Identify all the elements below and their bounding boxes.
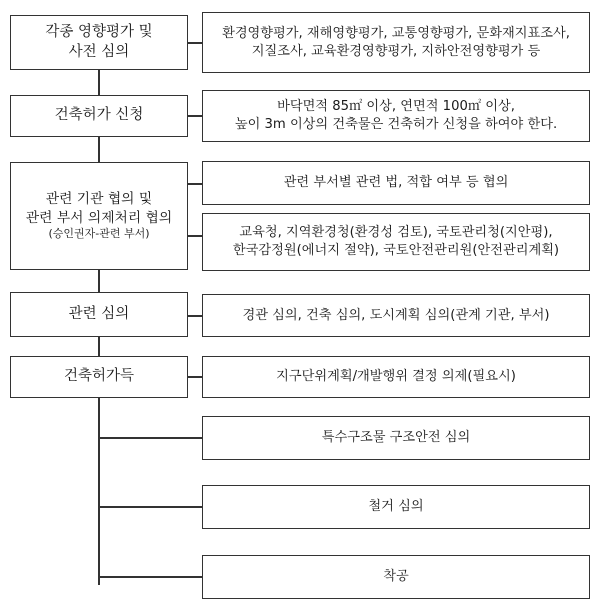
detail-box-review (202, 294, 590, 337)
detail-box-district-plan (202, 356, 590, 398)
detail-box-department-consultation (202, 161, 590, 205)
connector-step4 (188, 315, 202, 317)
detail-box-agency-list (202, 213, 590, 271)
connector-step5 (188, 376, 202, 378)
step-label: 건축허가득 (63, 368, 135, 385)
connector-step2 (188, 115, 202, 117)
detail-text: 경관 심의, 건축 심의, 도시계획 심의(관계 기관, 부서) (242, 307, 550, 323)
connector-step3a (188, 183, 202, 185)
detail-text: 교육청, 지역환경청(환경성 검토), 국토관리청(지안평), (239, 225, 553, 241)
connector-after1 (98, 437, 202, 439)
step-label: 사전 심의 (68, 43, 130, 60)
detail-text: 착공 (383, 569, 409, 585)
detail-box-permit-application (202, 90, 590, 142)
detail-box-demolition-review (202, 485, 590, 529)
step-label: 관련 부서 의제처리 협의 (25, 209, 173, 226)
detail-text: 지질조사, 교육환경영향평가, 지하안전영향평가 등 (251, 43, 541, 59)
step-label: 각종 영향평가 및 (45, 23, 153, 40)
step-label: 관련 기관 협의 및 (45, 190, 153, 207)
connector-step3b (188, 235, 202, 237)
detail-box-structural-safety (202, 416, 590, 460)
step-box-agency-consultation (10, 162, 188, 270)
step-box-permit-application (10, 95, 188, 137)
detail-text: 지구단위계획/개발행위 결정 의제(필요시) (276, 369, 516, 385)
detail-box-construction-start (202, 555, 590, 599)
step-label: 관련 심의 (68, 305, 130, 322)
detail-text: 철거 심의 (368, 499, 424, 515)
detail-text: 환경영향평가, 재해영향평가, 교통영향평가, 문화재지표조사, (222, 25, 570, 41)
detail-text: 특수구조물 구조안전 심의 (321, 430, 471, 446)
step-box-review (10, 292, 188, 337)
detail-text: 높이 3m 이상의 건축물은 건축허가 신청을 하여야 한다. (234, 117, 558, 132)
connector-step1 (188, 42, 202, 44)
detail-text: 한국감정원(에너지 절약), 국토안전관리원(안전관리계획) (232, 243, 560, 258)
detail-box-impact-assessment (202, 12, 590, 73)
step-box-permit-granted (10, 356, 188, 398)
step-box-impact-assessment (10, 15, 188, 70)
detail-text: 관련 부서별 관련 법, 적합 여부 등 협의 (283, 175, 509, 191)
connector-after3 (98, 576, 202, 578)
detail-text: 바닥면적 85㎡ 이상, 연면적 100㎡ 이상, (277, 99, 515, 115)
step-label: 건축허가 신청 (54, 107, 144, 124)
step-sub-label: (승인권자-관련 부서) (48, 227, 150, 241)
connector-after2 (98, 506, 202, 508)
